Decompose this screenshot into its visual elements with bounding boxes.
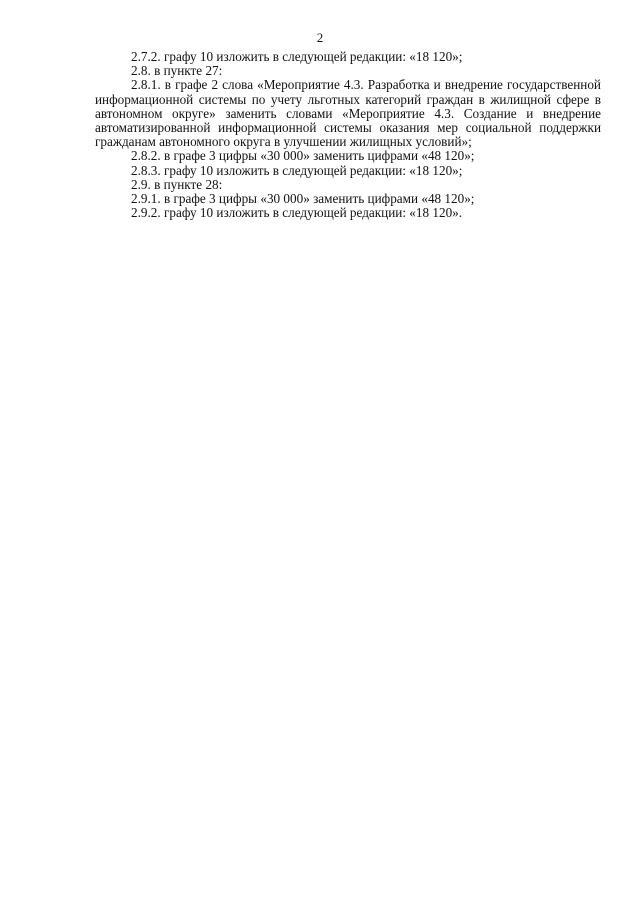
page-number: 2: [316, 30, 324, 45]
paragraph-2-8-2: 2.8.2. в графе 3 цифры «30 000» заменить цифрами «48 120»;: [131, 148, 475, 164]
document-body: [95, 50, 601, 220]
paragraph-2-7-2: 2.7.2. графу 10 изложить в следующей редакции: «18 120»;: [131, 49, 463, 64]
paragraph-2-9-2: 2.9.2. графу 10 изложить в следующей редакции: «18 120».: [131, 205, 463, 221]
paragraph-2-8: 2.8. в пункте 27:: [131, 63, 223, 79]
paragraph-2-8-3: 2.8.3. графу 10 изложить в следующей редакции: «18 120»;: [131, 162, 463, 178]
paragraph-2-8-1: 2.8.1. в графе 2 слова «Мероприятие 4.3. Разработка и внедрение государственной информационной системы по учету льготных категорий граждан в жилищной сфере в автономном округе» заменить словами «Мероприятие 4.3. Создание и внедрение автоматизированной информационной системы оказания мер социальной поддержки гражданам автономного округа в улучшении жилищных условий»;: [95, 77, 601, 150]
paragraph-2-9: 2.9. в пункте 28:: [131, 176, 223, 192]
paragraph-2-9-1: 2.9.1. в графе 3 цифры «30 000» заменить цифрами «48 120»;: [131, 191, 475, 207]
